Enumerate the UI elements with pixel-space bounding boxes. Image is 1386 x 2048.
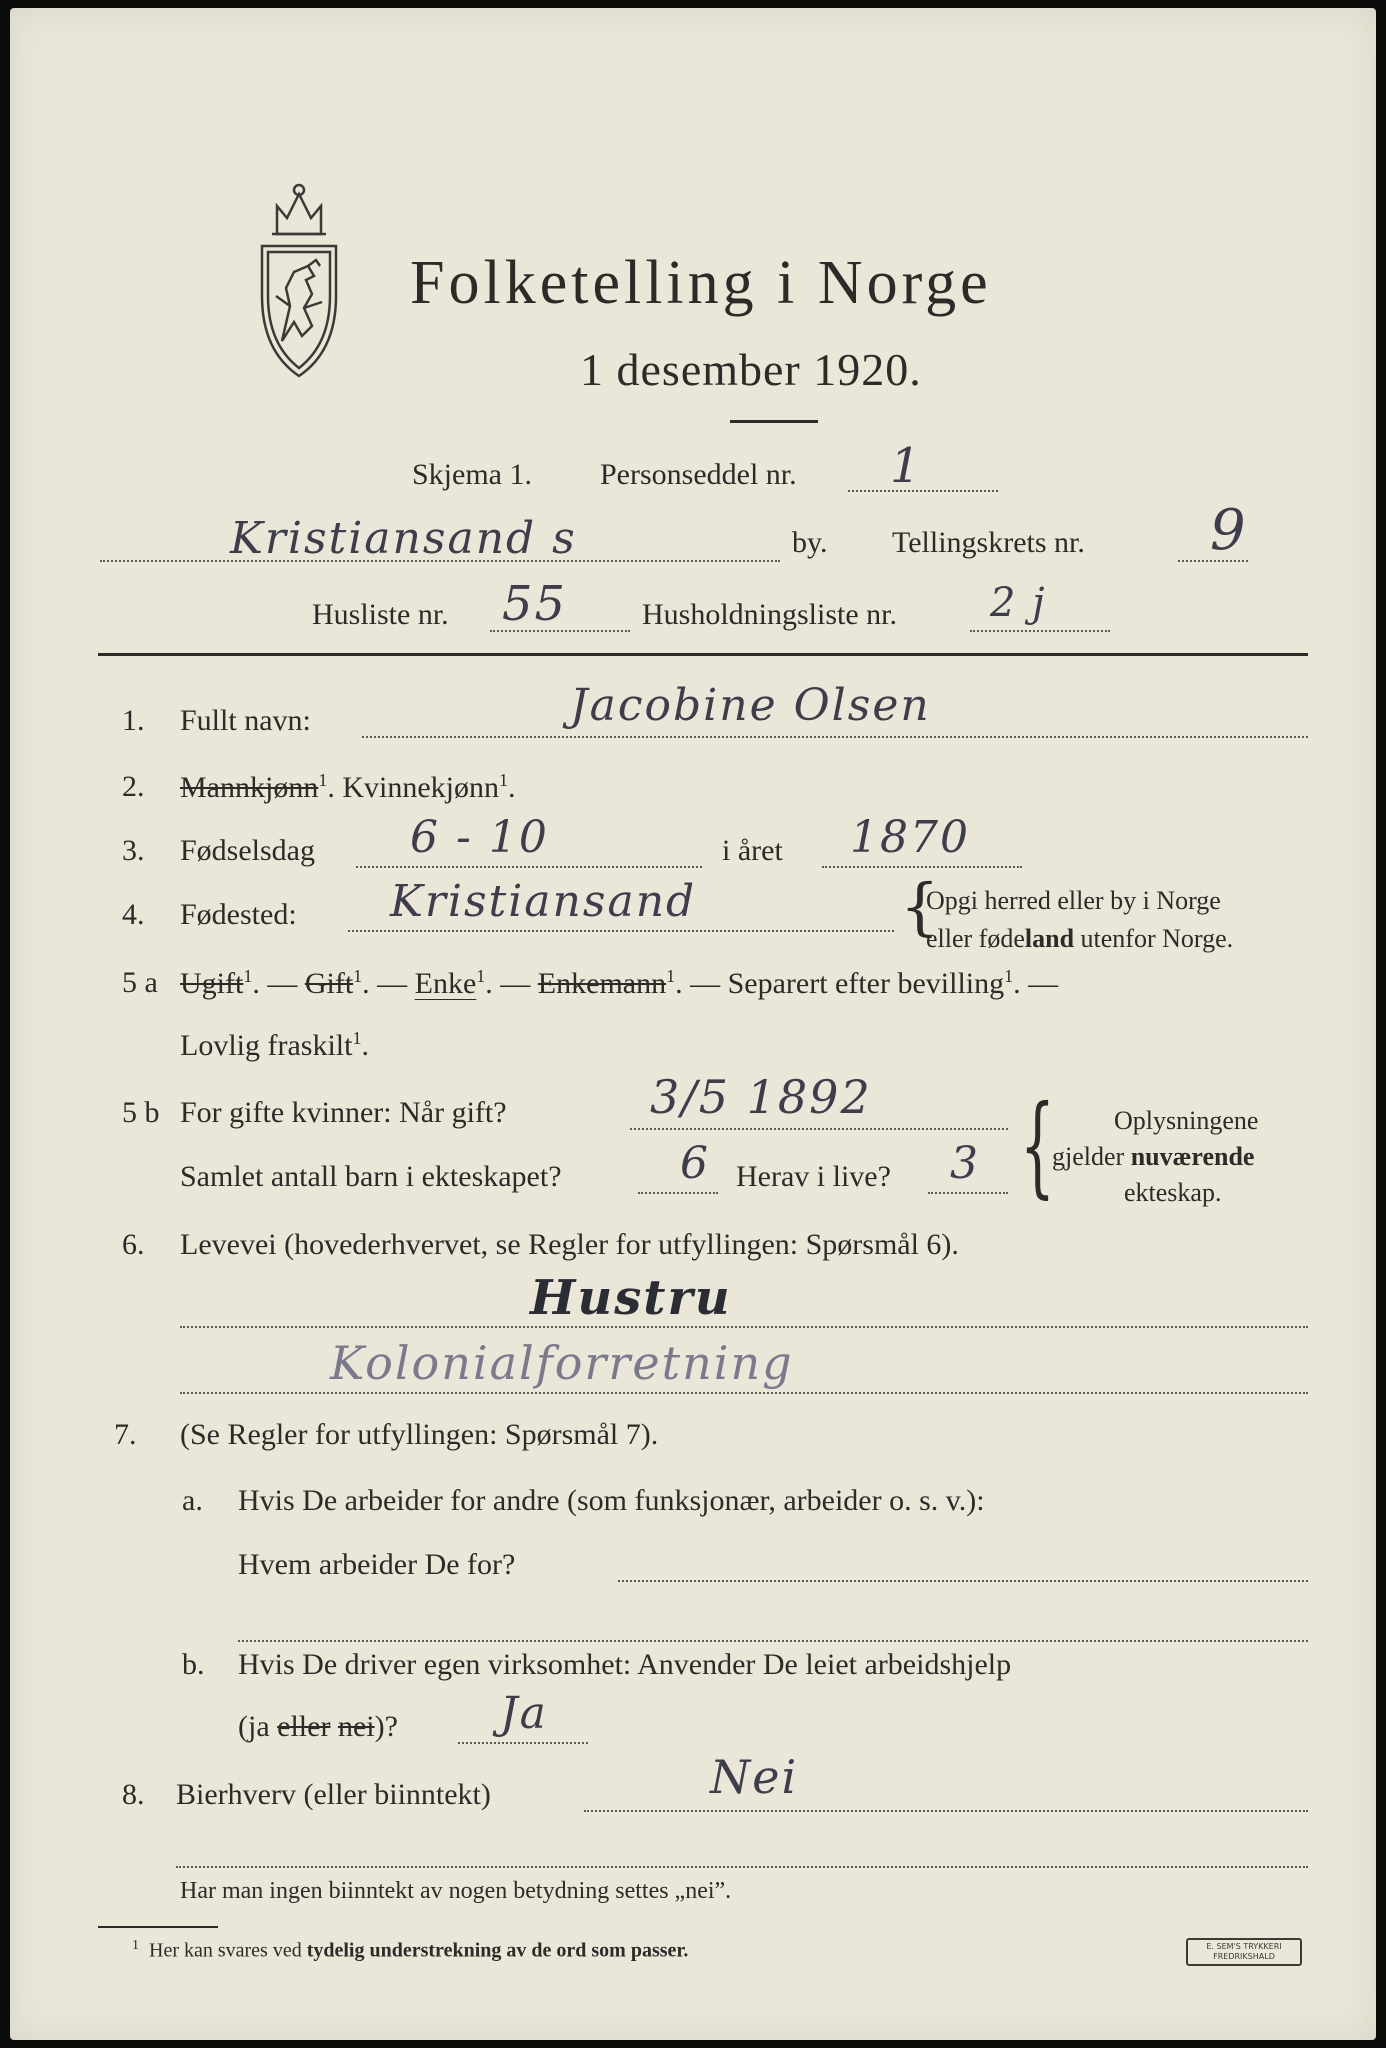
q5a-options-2: Lovlig fraskilt$^1$. <box>180 1028 369 1062</box>
q8-line-1 <box>584 1810 1308 1812</box>
q7b-answer-row: (ja eller nei)? <box>238 1710 398 1743</box>
q5b-children-value: 6 <box>680 1138 710 1189</box>
q7-label: (Se Regler for utfyllingen: Spørsmål 7). <box>180 1418 659 1451</box>
city-value: Kristiansand s <box>230 513 577 564</box>
tellingskrets-label: Tellingskrets nr. <box>892 526 1085 559</box>
q7b-line <box>458 1742 588 1744</box>
printer-stamp: E. SEM'S TRYKKERI FREDRIKSHALD <box>1186 1938 1302 1966</box>
q6-value-2: Kolonialforretning <box>330 1336 794 1390</box>
q2-number: 2. <box>122 770 145 803</box>
census-form <box>10 8 1376 2040</box>
q3-number: 3. <box>122 834 145 867</box>
q3-year-line <box>822 866 1022 868</box>
q7b-text: Hvis De driver egen virksomhet: Anvender De leiet arbeidshjelp <box>238 1648 1012 1681</box>
husliste-value: 55 <box>502 576 568 632</box>
option-mannkjonn: Mannkjønn <box>180 771 319 804</box>
husholdning-line <box>970 630 1110 632</box>
q5a-number: 5 a <box>122 966 158 999</box>
q7a-text-2: Hvem arbeider De for? <box>238 1548 516 1581</box>
by-label: by. <box>792 526 828 559</box>
q4-note-line1: Opgi herred eller by i Norge <box>926 886 1221 915</box>
option-enkemann: Enkemann <box>537 967 667 1000</box>
q5a-options: Ugift$^1$. — Gift$^1$. — Enke$^1$. — Enkemann$^1$. — Separert efter bevilling$^1$. — <box>180 966 1059 1000</box>
q6-value-1: Hustru <box>530 1270 732 1326</box>
q8-value: Nei <box>710 1750 799 1804</box>
schema-label: Skjema 1. <box>412 458 532 491</box>
q6-number: 6. <box>122 1228 145 1261</box>
q4-brace: { <box>900 870 940 943</box>
q5b-note-line1: Oplysningene <box>1114 1106 1259 1135</box>
q5b-number: 5 b <box>122 1096 160 1129</box>
personseddel-value: 1 <box>890 438 923 494</box>
q3-day-line <box>356 866 702 868</box>
q4-note-line2: eller fødeland utenfor Norge. <box>926 924 1234 953</box>
husholdning-value: 2 j <box>990 580 1047 626</box>
q3-day-value: 6 - 10 <box>410 812 549 863</box>
footer-note: Har man ingen biinntekt av nogen betydning settes „nei”. <box>180 1878 732 1904</box>
q4-value: Kristiansand <box>390 876 697 927</box>
q3-year-value: 1870 <box>850 812 970 863</box>
q8-label: Bierhverv (eller biinntekt) <box>176 1778 491 1811</box>
q6-label: Levevei (hovederhvervet, se Regler for utfyllingen: Spørsmål 6). <box>180 1228 959 1261</box>
census-date: 1 desember 1920. <box>580 344 922 395</box>
q5b-note-line3: ekteskap. <box>1124 1178 1222 1207</box>
q4-number: 4. <box>122 898 145 931</box>
norwegian-lion-shield-icon <box>242 176 356 386</box>
q5b-gift-value: 3/5 1892 <box>650 1070 872 1124</box>
q7b-letter: b. <box>182 1648 205 1681</box>
personseddel-label: Personseddel nr. <box>600 458 797 491</box>
q5b-children-line <box>638 1192 718 1194</box>
q5b-gift-line <box>630 1128 1008 1130</box>
q1-value: Jacobine Olsen <box>570 680 931 731</box>
q8-number: 8. <box>122 1778 145 1811</box>
q7a-line-2 <box>238 1640 1308 1642</box>
husholdning-label: Husholdningsliste nr. <box>642 598 898 631</box>
title-divider <box>730 420 818 423</box>
q1-number: 1. <box>122 704 145 737</box>
q6-line-1 <box>180 1326 1308 1328</box>
q1-label: Fullt navn: <box>180 704 311 737</box>
q5b-alive-value: 3 <box>950 1138 980 1189</box>
q5b-alive-label: Herav i live? <box>736 1160 891 1193</box>
q6-line-2 <box>180 1392 1308 1394</box>
q5b-label: For gifte kvinner: Når gift? <box>180 1096 507 1129</box>
q5b-alive-line <box>928 1192 1008 1194</box>
q7a-line-1 <box>618 1580 1308 1582</box>
tellingskrets-value: 9 <box>1210 498 1248 563</box>
q3-label: Fødselsdag <box>180 834 315 867</box>
q5b-brace: { <box>1020 1081 1055 1209</box>
q4-label: Fødested: <box>180 898 297 931</box>
header-divider <box>98 653 1308 656</box>
q7-number: 7. <box>114 1418 137 1451</box>
option-eller: eller <box>277 1710 331 1743</box>
q1-line <box>362 736 1308 738</box>
form-title: Folketelling i Norge <box>410 249 992 317</box>
option-kvinnekjonn: Kvinnekjønn <box>342 771 499 804</box>
q7a-text: Hvis De arbeider for andre (som funksjonær, arbeider o. s. v.): <box>238 1484 985 1517</box>
option-ugift: Ugift <box>180 967 244 1000</box>
q5b-note-line2: gjelder nuværende <box>1052 1142 1255 1171</box>
q5b-children-label: Samlet antall barn i ekteskapet? <box>180 1160 562 1193</box>
footnote: $^1$ Her kan svares ved tydelig understrekning av de ord som passer. <box>132 1938 689 1962</box>
q7b-value: Ja <box>500 1688 548 1739</box>
option-enke: Enke <box>414 967 477 1000</box>
option-fraskilt: Lovlig fraskilt <box>180 1029 353 1062</box>
option-gift: Gift <box>304 967 354 1000</box>
husliste-label: Husliste nr. <box>312 598 449 631</box>
option-separert: Separert efter bevilling <box>727 967 1005 1000</box>
option-nei: nei <box>337 1710 375 1743</box>
q4-line <box>348 930 894 932</box>
q7a-letter: a. <box>182 1484 203 1517</box>
footnote-divider <box>98 1926 218 1928</box>
q2-options: Mannkjønn$^1$. Kvinnekjønn$^1$. <box>180 770 516 804</box>
personseddel-line <box>848 490 998 492</box>
q8-line-2 <box>176 1866 1308 1868</box>
q3-year-label: i året <box>722 834 783 867</box>
